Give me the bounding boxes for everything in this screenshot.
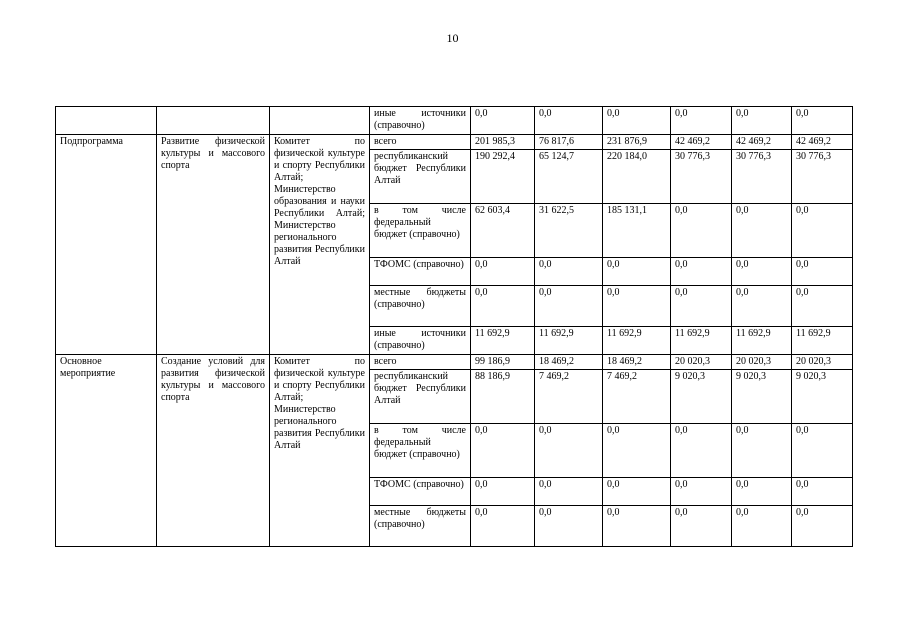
value-cell: 0,0 <box>671 478 732 506</box>
value-cell: 0,0 <box>535 107 603 135</box>
value-cell: 0,0 <box>732 107 792 135</box>
value-cell: 0,0 <box>471 107 535 135</box>
funding-source: республиканский бюджет Республики Алтай <box>370 150 471 204</box>
value-cell: 20 020,3 <box>792 355 853 370</box>
value-cell: 11 692,9 <box>471 327 535 355</box>
value-cell: 7 469,2 <box>603 370 671 424</box>
value-cell: 0,0 <box>603 258 671 286</box>
value-cell: 0,0 <box>792 424 853 478</box>
value-cell: 0,0 <box>792 506 853 547</box>
funding-source: иные источники (справочно) <box>370 107 471 135</box>
item-type: Основное мероприятие <box>56 355 157 547</box>
value-cell: 0,0 <box>732 478 792 506</box>
table-row <box>56 135 853 150</box>
funding-source: местные бюджеты (справочно) <box>370 286 471 327</box>
value-cell: 0,0 <box>603 478 671 506</box>
funding-source: ТФОМС (справочно) <box>370 478 471 506</box>
value-cell: 0,0 <box>671 506 732 547</box>
page-number: 10 <box>446 31 459 45</box>
value-cell: 11 692,9 <box>732 327 792 355</box>
table-row <box>56 355 853 370</box>
value-cell: 62 603,4 <box>471 204 535 258</box>
value-cell: 0,0 <box>792 204 853 258</box>
funding-source: всего <box>370 135 471 150</box>
value-cell: 0,0 <box>603 424 671 478</box>
value-cell: 76 817,6 <box>535 135 603 150</box>
value-cell: 11 692,9 <box>603 327 671 355</box>
value-cell: 0,0 <box>471 258 535 286</box>
value-cell: 0,0 <box>732 204 792 258</box>
value-cell: 0,0 <box>535 424 603 478</box>
value-cell: 0,0 <box>535 506 603 547</box>
value-cell: 0,0 <box>792 478 853 506</box>
item-type: Подпрограмма <box>56 135 157 355</box>
value-cell: 11 692,9 <box>792 327 853 355</box>
empty-cell <box>56 107 157 135</box>
value-cell: 0,0 <box>471 424 535 478</box>
value-cell: 18 469,2 <box>603 355 671 370</box>
value-cell: 0,0 <box>535 258 603 286</box>
budget-table <box>55 106 853 547</box>
value-cell: 185 131,1 <box>603 204 671 258</box>
value-cell: 0,0 <box>535 286 603 327</box>
funding-source: иные источники (справочно) <box>370 327 471 355</box>
value-cell: 0,0 <box>732 258 792 286</box>
value-cell: 11 692,9 <box>671 327 732 355</box>
funding-source: в том числе федеральный бюджет (справочно) <box>370 424 471 478</box>
value-cell: 30 776,3 <box>732 150 792 204</box>
value-cell: 99 186,9 <box>471 355 535 370</box>
value-cell: 201 985,3 <box>471 135 535 150</box>
funding-source: местные бюджеты (справочно) <box>370 506 471 547</box>
value-cell: 11 692,9 <box>535 327 603 355</box>
value-cell: 0,0 <box>671 286 732 327</box>
value-cell: 9 020,3 <box>671 370 732 424</box>
value-cell: 0,0 <box>471 286 535 327</box>
value-cell: 0,0 <box>732 424 792 478</box>
value-cell: 9 020,3 <box>732 370 792 424</box>
value-cell: 0,0 <box>792 258 853 286</box>
table-row <box>56 107 853 135</box>
value-cell: 30 776,3 <box>792 150 853 204</box>
funding-source: в том числе федеральный бюджет (справочно) <box>370 204 471 258</box>
funding-source: всего <box>370 355 471 370</box>
empty-cell <box>270 107 370 135</box>
value-cell: 0,0 <box>603 286 671 327</box>
value-cell: 65 124,7 <box>535 150 603 204</box>
value-cell: 88 186,9 <box>471 370 535 424</box>
item-executor: Комитет по физической культуре и спорту Республики Алтай; Министерство регионального развития Республики Алтай <box>270 355 370 547</box>
funding-source: республиканский бюджет Республики Алтай <box>370 370 471 424</box>
value-cell: 42 469,2 <box>792 135 853 150</box>
item-title: Развитие физической культуры и массового спорта <box>157 135 270 355</box>
value-cell: 0,0 <box>603 506 671 547</box>
value-cell: 0,0 <box>792 107 853 135</box>
value-cell: 0,0 <box>535 478 603 506</box>
value-cell: 231 876,9 <box>603 135 671 150</box>
funding-source: ТФОМС (справочно) <box>370 258 471 286</box>
value-cell: 0,0 <box>471 478 535 506</box>
value-cell: 20 020,3 <box>732 355 792 370</box>
value-cell: 0,0 <box>671 424 732 478</box>
value-cell: 42 469,2 <box>732 135 792 150</box>
value-cell: 20 020,3 <box>671 355 732 370</box>
value-cell: 18 469,2 <box>535 355 603 370</box>
item-executor: Комитет по физической культуре и спорту Республики Алтай; Министерство образования и науки Республики Алтай; Министерство регионального развития Республики Алтай <box>270 135 370 355</box>
value-cell: 0,0 <box>603 107 671 135</box>
value-cell: 9 020,3 <box>792 370 853 424</box>
empty-cell <box>157 107 270 135</box>
value-cell: 190 292,4 <box>471 150 535 204</box>
item-title: Создание условий для развития физической культуры и массового спорта <box>157 355 270 547</box>
value-cell: 0,0 <box>732 286 792 327</box>
value-cell: 220 184,0 <box>603 150 671 204</box>
value-cell: 0,0 <box>471 506 535 547</box>
value-cell: 7 469,2 <box>535 370 603 424</box>
value-cell: 0,0 <box>671 204 732 258</box>
value-cell: 42 469,2 <box>671 135 732 150</box>
value-cell: 0,0 <box>792 286 853 327</box>
value-cell: 0,0 <box>671 107 732 135</box>
value-cell: 30 776,3 <box>671 150 732 204</box>
value-cell: 0,0 <box>671 258 732 286</box>
value-cell: 31 622,5 <box>535 204 603 258</box>
value-cell: 0,0 <box>732 506 792 547</box>
